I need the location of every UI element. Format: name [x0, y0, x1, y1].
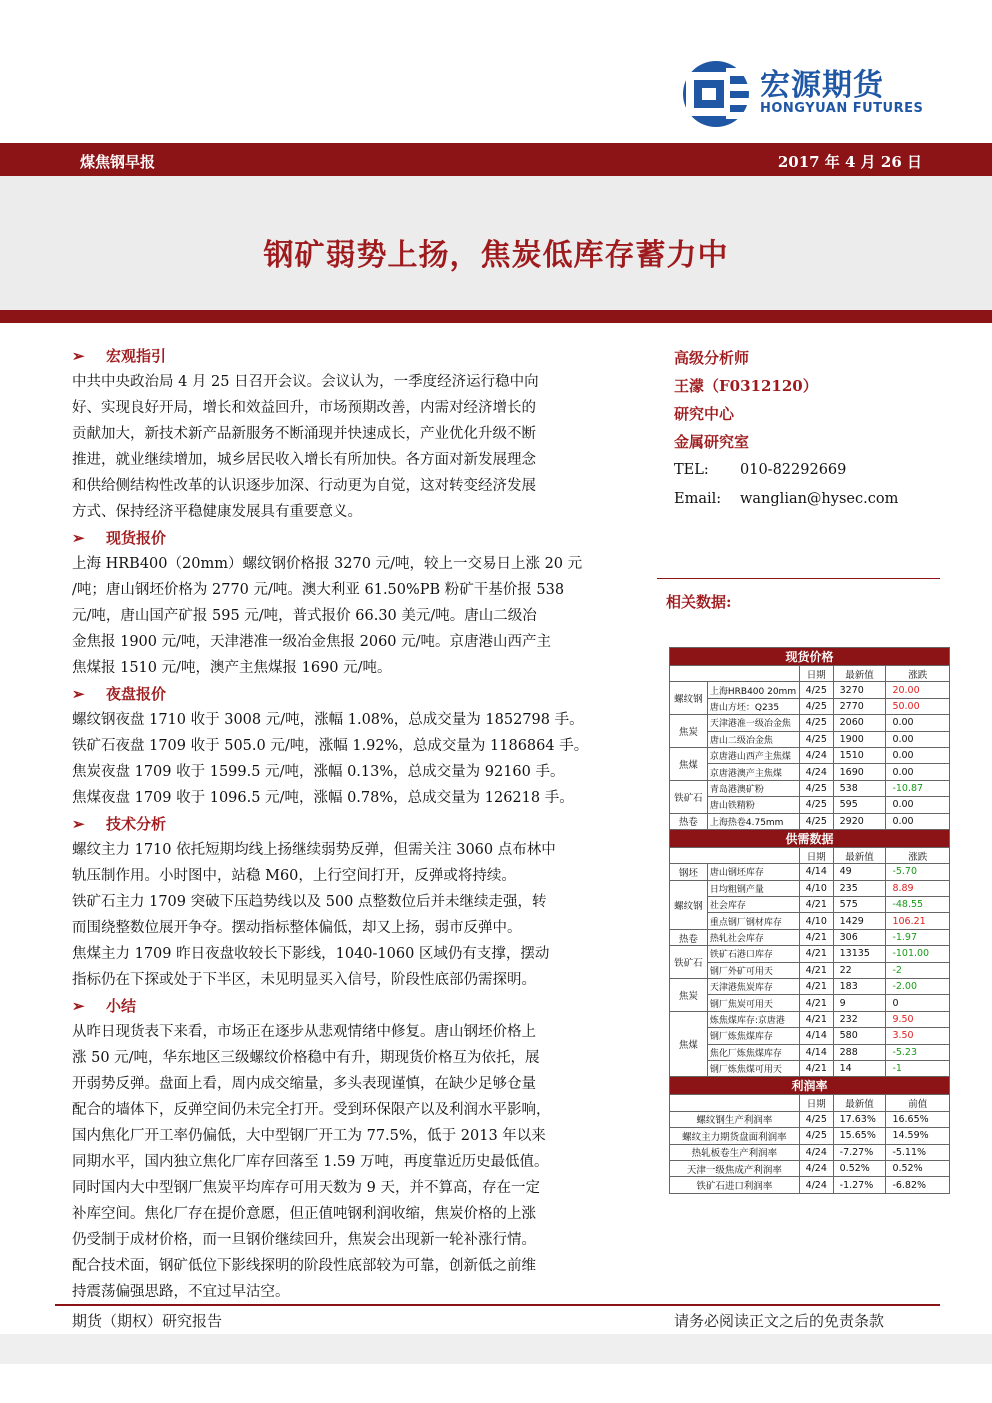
title-divider	[0, 310, 992, 323]
item-cell: 京唐港山西产主焦煤	[707, 747, 799, 763]
category-cell: 钢坯	[670, 864, 708, 880]
table-row	[670, 682, 950, 698]
table-header-blank	[670, 666, 800, 682]
value-cell: 2060	[833, 715, 886, 731]
table-row	[670, 1028, 950, 1044]
table-row	[670, 979, 950, 995]
email-link[interactable]: wanglian@hysec.com	[740, 491, 899, 507]
section-heading	[72, 343, 632, 369]
prev-value-cell: -6.82%	[886, 1177, 950, 1193]
date-cell: 4/24	[799, 747, 833, 763]
item-cell: 唐山二级冶金焦	[707, 731, 799, 747]
sidebar-divider	[657, 578, 940, 579]
item-cell: 唐山方坯：Q235	[707, 698, 799, 714]
value-cell: 14	[833, 1060, 886, 1076]
item-cell: 铁矿石港口库存	[707, 946, 799, 962]
item-cell: 唐山钢坯库存	[707, 864, 799, 880]
date-cell: 4/21	[799, 929, 833, 945]
value-cell: 3270	[833, 682, 886, 698]
footer-disclaimer: 请务必阅读正文之后的免责条款	[673, 1312, 884, 1330]
value-cell: 538	[833, 780, 886, 796]
table-row	[670, 962, 950, 978]
date-cell: 4/25	[799, 715, 833, 731]
item-cell: 钢厂炼焦煤可用天	[707, 1060, 799, 1076]
table-header-cell: 最新值	[833, 1095, 886, 1111]
change-cell: -2.00	[886, 979, 950, 995]
change-cell: 106.21	[886, 913, 950, 929]
prev-value-cell: 0.52%	[886, 1160, 950, 1176]
date-cell: 4/21	[799, 897, 833, 913]
value-cell: 575	[833, 897, 886, 913]
change-cell: -10.87	[886, 780, 950, 796]
change-cell: 50.00	[886, 698, 950, 714]
value-cell: 183	[833, 979, 886, 995]
item-cell: 螺纹钢生产利润率	[670, 1111, 800, 1127]
change-cell: 0.00	[886, 764, 950, 780]
prev-value-cell: 14.59%	[886, 1128, 950, 1144]
value-cell: -1.27%	[833, 1177, 886, 1193]
change-cell: 0.00	[886, 813, 950, 829]
market-data-table	[669, 647, 950, 1194]
table-header-cell: 前值	[886, 1095, 950, 1111]
date-cell: 4/25	[799, 797, 833, 813]
section-title: 小结	[106, 997, 137, 1015]
category-cell: 焦炭	[670, 715, 708, 748]
spot-price-section	[670, 648, 950, 666]
analyst-name: 王濛（F0312120）	[674, 377, 818, 395]
analyst-role: 高级分析师	[674, 349, 750, 367]
date-cell: 4/21	[799, 1060, 833, 1076]
table-row	[670, 995, 950, 1011]
item-cell: 铁矿石进口利润率	[670, 1177, 800, 1193]
category-cell: 铁矿石	[670, 946, 708, 979]
item-cell: 天津一级焦成产利润率	[670, 1160, 800, 1176]
item-cell: 螺纹主力期货盘面利润率	[670, 1128, 800, 1144]
date-cell: 4/25	[799, 698, 833, 714]
date-cell: 4/24	[799, 1177, 833, 1193]
value-cell: 1429	[833, 913, 886, 929]
analyst-email: Email: wanglian@hysec.com	[674, 491, 899, 507]
table-row	[670, 1111, 950, 1127]
date-cell: 4/21	[799, 962, 833, 978]
table-row	[670, 797, 950, 813]
main-content	[72, 343, 632, 1305]
item-cell: 钢厂外矿可用天	[707, 962, 799, 978]
date-cell: 4/25	[799, 1111, 833, 1127]
report-date: 2017 年 4 月 26 日	[777, 153, 922, 171]
profit-section	[670, 1077, 950, 1095]
table-header-cell: 最新值	[833, 847, 886, 863]
value-cell: 1510	[833, 747, 886, 763]
brand-name-cn: 宏源期货	[760, 68, 884, 103]
table-header-row	[670, 666, 950, 682]
section-heading	[72, 525, 632, 551]
section-heading	[72, 811, 632, 837]
section-paragraph: 螺纹钢夜盘 1710 收于 3008 元/吨，涨幅 1.08%，总成交量为 1852798 手。 铁矿石夜盘 1709 收于 505.0 元/吨，涨幅 1.92%，总成交量为 1186864 手。 焦炭夜盘 1709 收于 1599.5 元/吨，涨幅 0.13%，总成交量为 92160 手。 焦煤夜盘 1709 收于 1096.5 元/吨，涨幅 0.78%，总成交量为 126218 手。	[72, 712, 589, 806]
report-name: 煤焦钢早报	[80, 153, 156, 171]
value-cell: 580	[833, 1028, 886, 1044]
value-cell: 2920	[833, 813, 886, 829]
section-heading	[72, 681, 632, 707]
category-cell: 焦炭	[670, 979, 708, 1012]
change-cell: -1	[886, 1060, 950, 1076]
analyst-info	[674, 344, 934, 514]
value-cell: 0.52%	[833, 1160, 886, 1176]
table-row	[670, 913, 950, 929]
item-cell: 重点钢厂钢材库存	[707, 913, 799, 929]
change-cell: 9.50	[886, 1011, 950, 1027]
change-cell: -1.97	[886, 929, 950, 945]
date-cell: 4/25	[799, 682, 833, 698]
table-row	[670, 864, 950, 880]
hongyuan-logo-icon	[676, 58, 756, 130]
date-cell: 4/14	[799, 864, 833, 880]
item-cell: 焦化厂炼焦煤库存	[707, 1044, 799, 1060]
category-cell: 焦煤	[670, 747, 708, 780]
change-cell: 0.00	[886, 747, 950, 763]
page-title: 钢矿弱势上扬，焦炭低库存蓄力中	[263, 238, 729, 273]
value-cell: 232	[833, 1011, 886, 1027]
table-header-cell: 涨跌	[886, 666, 950, 682]
table-section-title: 供需数据	[670, 829, 950, 847]
value-cell: 15.65%	[833, 1128, 886, 1144]
table-row	[670, 715, 950, 731]
table-row	[670, 880, 950, 896]
value-cell: 306	[833, 929, 886, 945]
date-cell: 4/25	[799, 1128, 833, 1144]
value-cell: 22	[833, 962, 886, 978]
section-title: 夜盘报价	[106, 685, 167, 703]
section-paragraph: 从昨日现货表下来看，市场正在逐步从悲观情绪中修复。唐山钢坯价格上 涨 50 元/吨，华东地区三级螺纹价格稳中有升，期现货价格互为依托，展 开弱势反弹。盘面上看，周内成交缩量，多头表现谨慎，在缺少足够仓量 配合的墙体下，反弹空间仍未完全打开。受到环保限产以及利润水平影响， 国内焦化厂开工率仍偏低，大中型钢厂开工为 77.5%，低于 2013 年以来 同期水平，国内独立焦化厂库存回落至 1.59 万吨，再度靠近历史最低值。 同时国内大中型钢厂焦炭平均库存可用天数为 9 天，并不算高，存在一定 补库空间。焦化厂存在提价意愿，但正值吨钢利润收缩，焦炭价格的上涨 仍受制于成材价格，而一旦钢价继续回升，焦炭会出现新一轮补涨行情。 配合技术面，钢矿低位下影线探明的阶段性底部较为可靠，创新低之前维 持震荡偏强思路，不宜过早沽空。	[72, 1024, 551, 1300]
date-cell: 4/14	[799, 1028, 833, 1044]
value-cell: 1690	[833, 764, 886, 780]
table-row	[670, 1060, 950, 1076]
table-row	[670, 946, 950, 962]
table-section-title: 现货价格	[670, 648, 950, 666]
prev-value-cell: -5.11%	[886, 1144, 950, 1160]
table-header-cell: 日期	[799, 666, 833, 682]
item-cell: 钢厂炼焦煤库存	[707, 1028, 799, 1044]
date-cell: 4/24	[799, 1160, 833, 1176]
change-cell: -2	[886, 962, 950, 978]
item-cell: 热轧板卷生产利润率	[670, 1144, 800, 1160]
value-cell: 13135	[833, 946, 886, 962]
value-cell: 235	[833, 880, 886, 896]
table-header-row	[670, 847, 950, 863]
change-cell: 8.89	[886, 880, 950, 896]
category-cell: 热卷	[670, 929, 708, 945]
table-section-title: 利润率	[670, 1077, 950, 1095]
value-cell: -7.27%	[833, 1144, 886, 1160]
date-cell: 4/25	[799, 780, 833, 796]
change-cell: 0.00	[886, 797, 950, 813]
item-cell: 上海热卷4.75mm	[707, 813, 799, 829]
footer-band	[0, 1334, 992, 1364]
item-cell: 社会库存	[707, 897, 799, 913]
change-cell: -5.70	[886, 864, 950, 880]
section-title: 技术分析	[106, 815, 167, 833]
section-paragraph: 中共中央政治局 4 月 25 日召开会议。会议认为，一季度经济运行稳中向 好、实现良好开局，增长和效益回升，市场预期改善，内需对经济增长的 贡献加大，新技术新产品新服务不断涌现并快速成长，产业优化升级不断 推进，就业继续增加，城乡居民收入增长有所加快。各方面对新发展理念 和供给侧结构性改革的认识逐步加深、行动更为自觉，这对转变经济发展 方式、保持经济平稳健康发展具有重要意义。	[72, 374, 539, 520]
supply-demand-section	[670, 829, 950, 847]
date-cell: 4/21	[799, 946, 833, 962]
analyst-dept: 研究中心	[674, 405, 735, 423]
date-cell: 4/25	[799, 813, 833, 829]
table-row	[670, 1144, 950, 1160]
change-cell: 0.00	[886, 715, 950, 731]
footer-divider	[55, 1304, 940, 1306]
item-cell: 钢厂焦炭可用天	[707, 995, 799, 1011]
item-cell: 上海HRB400 20mm	[707, 682, 799, 698]
analyst-tel: TEL: 010-82292669	[674, 462, 847, 478]
section-paragraph: 螺纹主力 1710 依托短期均线上扬继续弱势反弹，但需关注 3060 点布林中 轨压制作用。小时图中，站稳 M60，上行空间打开，反弹或将持续。 铁矿石主力 1709 突破下压趋势线以及 500 点整数位后并未继续走强，转 而围绕整数位展开争夺。摆动指标整体偏低，却又上扬，弱市反弹中。 焦煤主力 1709 昨日夜盘收较长下影线，1040-1060 区域仍有支撑，摆动 指标仍在下探或处于下半区，未见明显买入信号，阶段性底部仍需探明。	[72, 842, 556, 988]
section-paragraph: 上海 HRB400（20mm）螺纹钢价格报 3270 元/吨，较上一交易日上涨 20 元 /吨；唐山钢坯价格为 2770 元/吨。澳大利亚 61.50%PB 粉矿干基价报 538 元/吨，唐山国产矿报 595 元/吨，普式报价 66.30 美元/吨。唐山二级冶 金焦报 1900 元/吨，天津港准一级冶金焦报 2060 元/吨。京唐港山西产主 焦煤报 1510 元/吨，澳产主焦煤报 1690 元/吨。	[72, 556, 583, 676]
change-cell: 0	[886, 995, 950, 1011]
value-cell: 288	[833, 1044, 886, 1060]
date-cell: 4/24	[799, 1144, 833, 1160]
table-row	[670, 1128, 950, 1144]
section-heading	[72, 993, 632, 1019]
date-cell: 4/21	[799, 1011, 833, 1027]
date-cell: 4/10	[799, 880, 833, 896]
table-row	[670, 813, 950, 829]
value-cell: 49	[833, 864, 886, 880]
table-header-cell: 涨跌	[886, 847, 950, 863]
date-cell: 4/25	[799, 731, 833, 747]
item-cell: 京唐港澳产主焦煤	[707, 764, 799, 780]
arrow-bullet-icon: ➢	[72, 685, 85, 703]
category-cell: 焦煤	[670, 1011, 708, 1077]
date-cell: 4/10	[799, 913, 833, 929]
item-cell: 唐山铁精粉	[707, 797, 799, 813]
value-cell: 9	[833, 995, 886, 1011]
table-header-cell: 日期	[799, 1095, 833, 1111]
table-header-row	[670, 1095, 950, 1111]
table-row	[670, 747, 950, 763]
footer-report-type: 期货（期权）研究报告	[72, 1312, 223, 1330]
table-row	[670, 698, 950, 714]
arrow-bullet-icon: ➢	[72, 815, 85, 833]
table-row	[670, 1011, 950, 1027]
arrow-bullet-icon: ➢	[72, 529, 85, 547]
item-cell: 热轧社会库存	[707, 929, 799, 945]
change-cell: -48.55	[886, 897, 950, 913]
date-cell: 4/21	[799, 995, 833, 1011]
item-cell: 天津港焦炭库存	[707, 979, 799, 995]
related-data-label: 相关数据:	[666, 593, 732, 611]
value-cell: 17.63%	[833, 1111, 886, 1127]
category-cell: 螺纹钢	[670, 682, 708, 715]
table-header-blank	[670, 1095, 800, 1111]
table-header-cell: 日期	[799, 847, 833, 863]
section-title: 现货报价	[106, 529, 167, 547]
category-cell: 铁矿石	[670, 780, 708, 813]
item-cell: 炼焦煤库存:京唐港	[707, 1011, 799, 1027]
change-cell: 3.50	[886, 1028, 950, 1044]
change-cell: 20.00	[886, 682, 950, 698]
date-cell: 4/14	[799, 1044, 833, 1060]
change-cell: -5.23	[886, 1044, 950, 1060]
category-cell: 螺纹钢	[670, 880, 708, 929]
table-row	[670, 764, 950, 780]
value-cell: 595	[833, 797, 886, 813]
table-row	[670, 1177, 950, 1193]
table-row	[670, 929, 950, 945]
table-row	[670, 1044, 950, 1060]
table-header-cell: 最新值	[833, 666, 886, 682]
change-cell: 0.00	[886, 731, 950, 747]
arrow-bullet-icon: ➢	[72, 997, 85, 1015]
category-cell: 热卷	[670, 813, 708, 829]
item-cell: 青岛港澳矿粉	[707, 780, 799, 796]
table-row	[670, 1160, 950, 1176]
table-header-blank	[670, 847, 800, 863]
arrow-bullet-icon: ➢	[72, 347, 85, 365]
value-cell: 1900	[833, 731, 886, 747]
brand-name-en: HONGYUAN FUTURES	[760, 101, 924, 116]
item-cell: 天津港准一级冶金焦	[707, 715, 799, 731]
table-row	[670, 897, 950, 913]
table-row	[670, 780, 950, 796]
section-title: 宏观指引	[106, 347, 167, 365]
date-cell: 4/21	[799, 979, 833, 995]
date-cell: 4/24	[799, 764, 833, 780]
analyst-subdept: 金属研究室	[674, 433, 750, 451]
prev-value-cell: 16.65%	[886, 1111, 950, 1127]
item-cell: 日均粗钢产量	[707, 880, 799, 896]
table-row	[670, 731, 950, 747]
value-cell: 2770	[833, 698, 886, 714]
change-cell: -101.00	[886, 946, 950, 962]
